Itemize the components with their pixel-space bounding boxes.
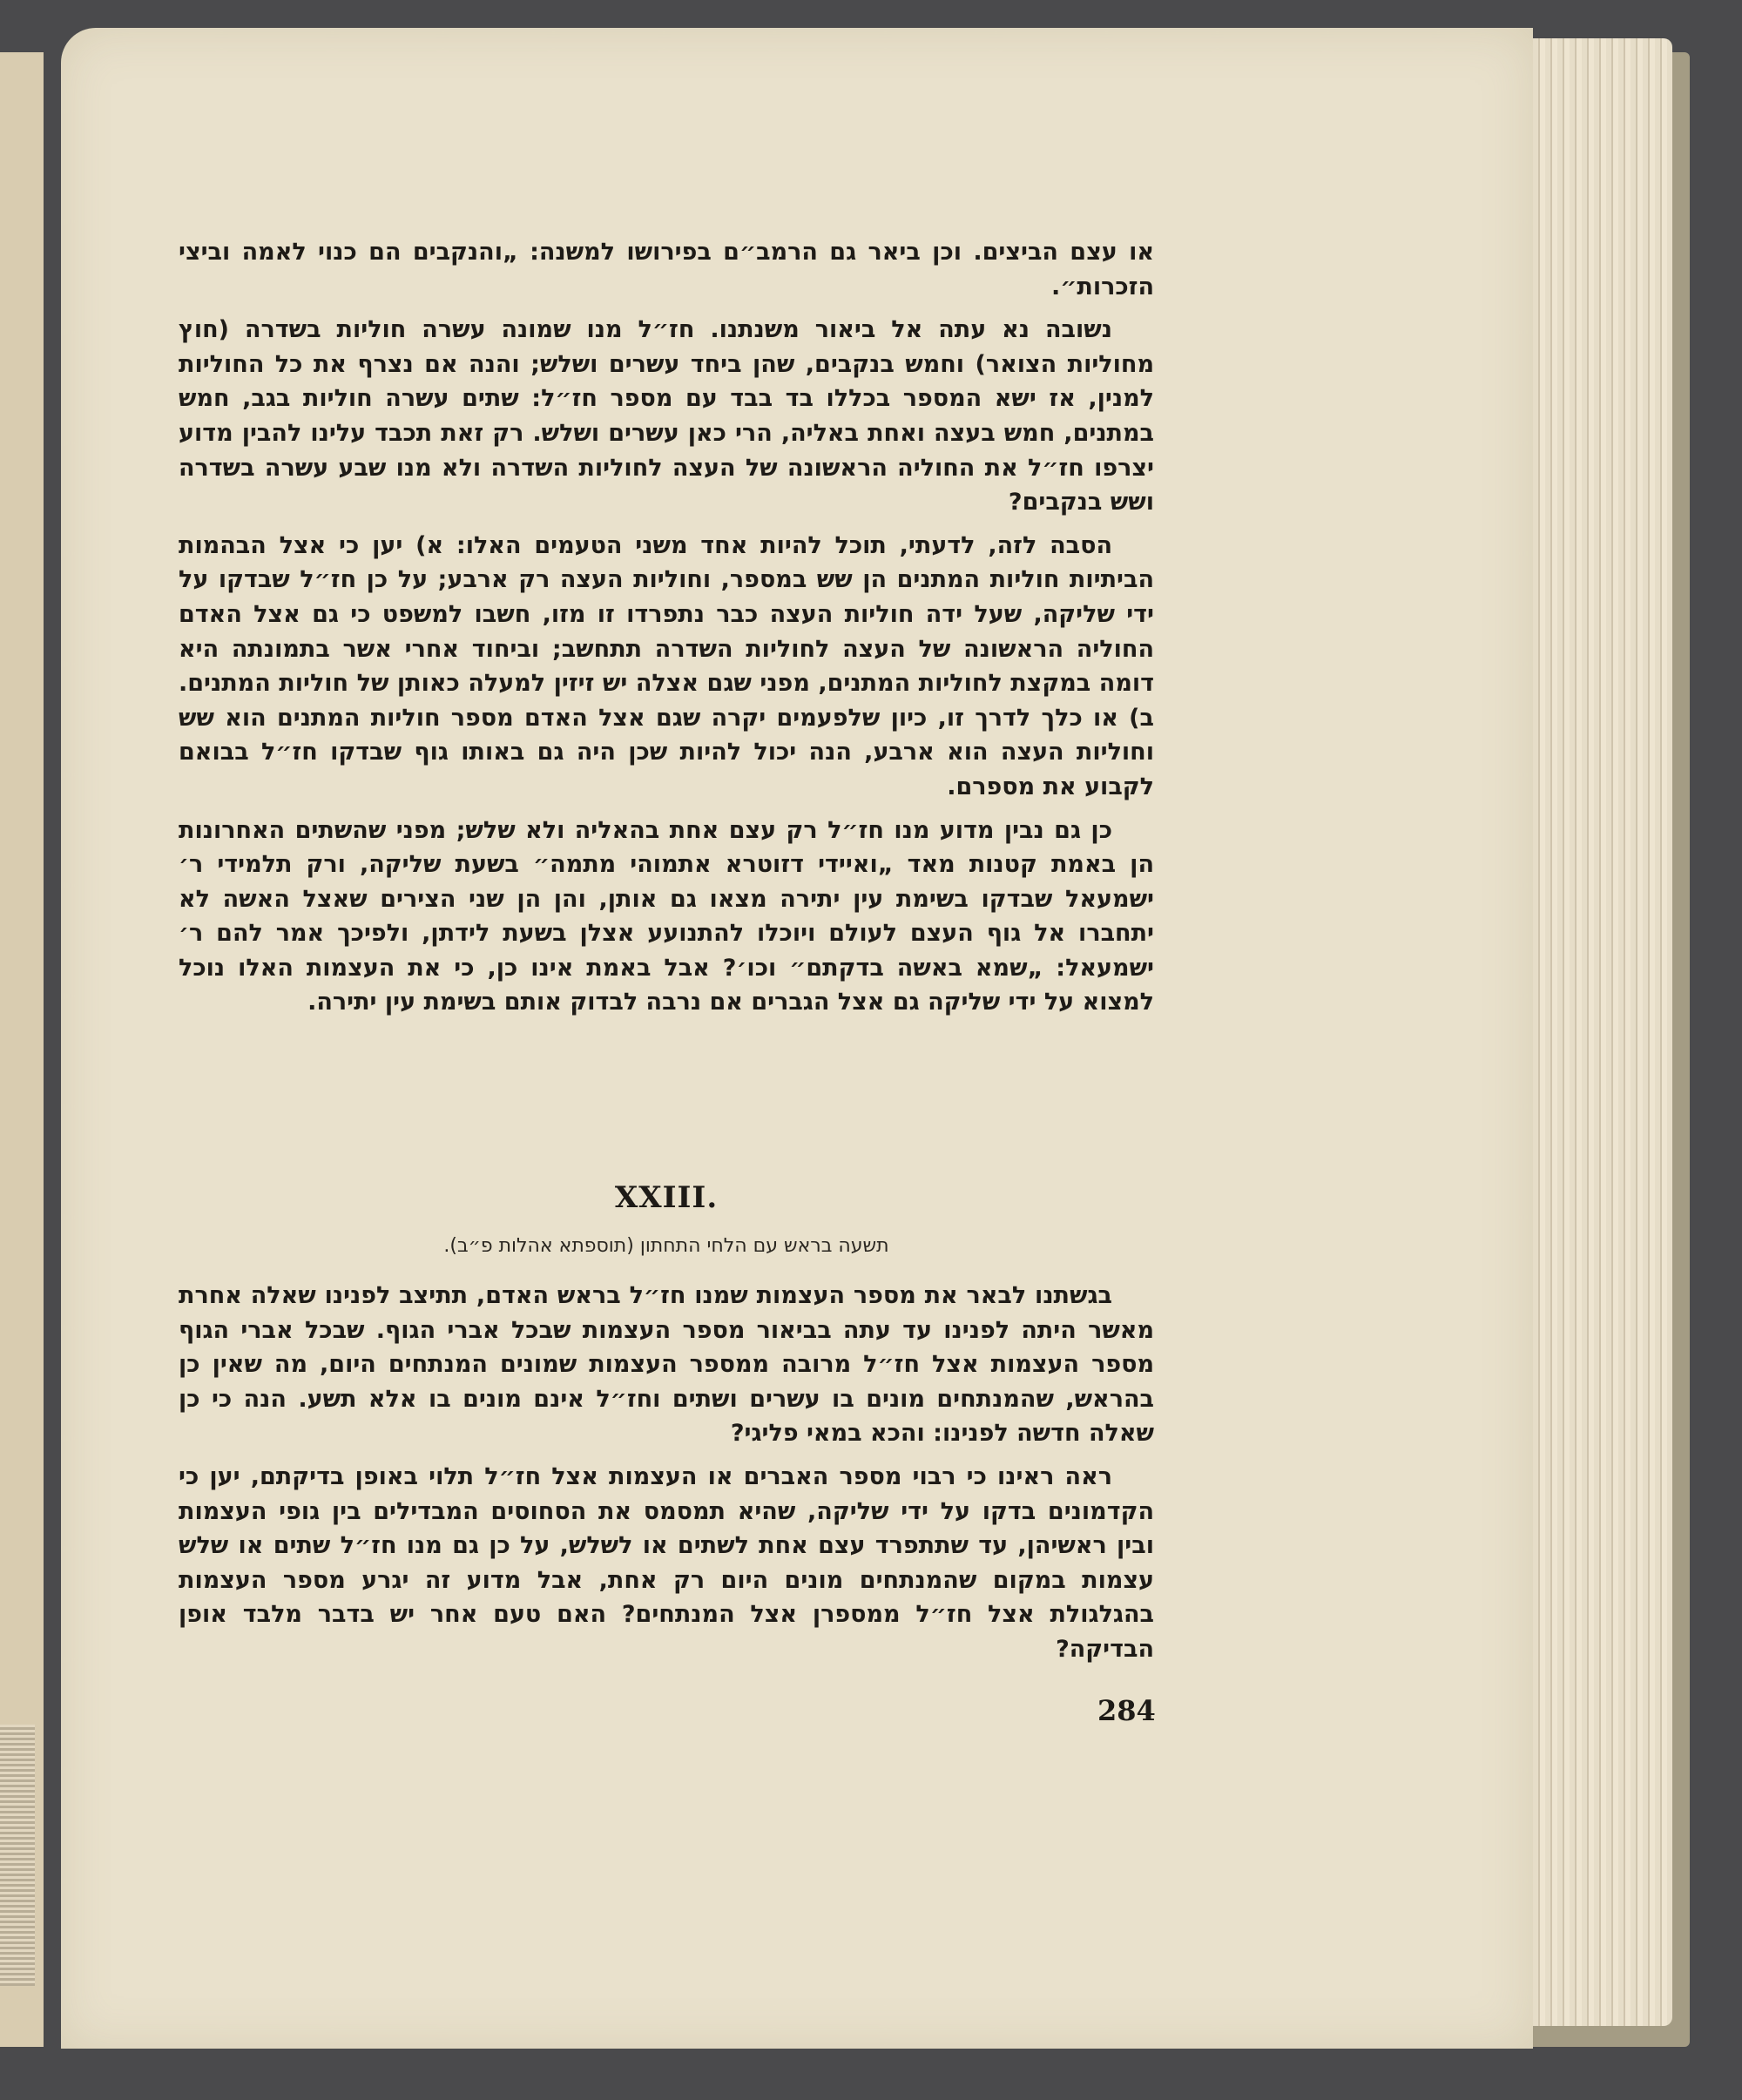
paragraph: כן גם נבין מדוע מנו חז״ל רק עצם אחת בהאליה ולא שלש; מפני שהשתים האחרונות הן באמת קטנות מאד „ואיידי דזוטרא אתמוהי מתמה״ בשעת שליקה, ורק תלמידי ר׳ ישמעאל שבדקו בשימת עין יתירה מצאו גם אותן, והן הן שני הצירים שאצל האשה לא יתחברו אל גוף העצם לעולם ויוכלו להתנועע אצלן בשעת לידתן, ולפיכך אמר להם ר׳ ישמעאל: „שמא באשה בדקתם״ וכו׳? אבל באמת אינו כן, כי את העצמות האלו נוכל למצוא על ידי שליקה גם אצל הגברים אם נרבה לבדוק אותם בשימת עין יתירה.	[179, 816, 1154, 1016]
paragraph: ראה ראינו כי רבוי מספר האברים או העצמות אצל חז״ל תלוי באופן בדיקתם, יען כי הקדמונים בדקו על ידי שליקה, שהיא תמסמס את הסחוסים המבדילים בין גופי העצמות ובין ראשיהן, עד שתתפרד עצם אחת לשתים או לשלש, על כן גם מנו חז״ל שתים או שלש עצמות במקום שהמנתחים מונים היום רק אחת, אבל מדוע זה יגרע מספר העצמות בהגלגולת אצל חז״ל ממספרן אצל המנתחים? האם טעם אחר יש בדבר מלבד אופן הבדיקה?	[179, 1462, 1154, 1663]
section-subheading: תשעה בראש עם הלחי התחתון (תוספתא אהלות פ״ב).	[443, 1235, 889, 1257]
paragraph: או עצם הביצים. וכן ביאר גם הרמב״ם בפירושו למשנה: „והנקבים הם כנוי לאמה וביצי הזכרות״.	[179, 239, 1154, 300]
paragraph: נשובה נא עתה אל ביאור משנתנו. חז״ל מנו שמונה עשרה חוליות בשדרה (חוץ מחוליות הצואר) וחמש בנקבים, שהן ביחד עשרים ושלש; והנה אם נצרף את כל החוליות למנין, אז ישא המספר בכללו בד בבד עם מספר חז״ל: שתים עשרה חוליות בגב, חמש במתנים, חמש בעצה ואחת באליה, הרי כאן עשרים ושלש. רק זאת תכבד עלינו להבין מדוע יצרפו חז״ל את החוליה הראשונה של העצה לחוליות השדרה ולא מנו שבע עשרה בשדרה ושש בנקבים?	[179, 316, 1154, 517]
left-page-stack	[0, 1725, 35, 1986]
paragraph: הסבה לזה, לדעתי, תוכל להיות אחד משני הטעמים האלו: א) יען כי אצל הבהמות הביתיות חוליות המתנים הן שש במספר, וחוליות העצה רק ארבע; על כן חז״ל שבדקו על ידי שליקה, שעל ידה חוליות העצה כבר נתפרדו זו מזו, חשבו למשפט כי גם אצל האדם החוליה הראשונה של העצה לחוליות השדרה תתחשב; וביחוד אחרי אשר בתמונתה היא דומה במקצת לחוליות המתנים, מפני שגם אצלה יש זיזין למעלה כאותן של חוליות המתנים. ב) או כלך לדרך זו, כיון שלפעמים יקרה שגם אצל האדם מספר חוליות המתנים הוא שש וחוליות העצה הוא ארבע, הנה יכול להיות שכן היה גם באותו גוף שבדקו חז״ל בבואם לקבוע את מספרם.	[179, 531, 1154, 800]
body-text-bottom	[179, 1279, 1154, 1676]
body-text-top	[179, 235, 1154, 1029]
section-heading: XXIII.	[614, 1180, 719, 1215]
paragraph: בגשתנו לבאר את מספר העצמות שמנו חז״ל בראש האדם, תתיצב לפנינו שאלה אחרת מאשר היתה לפנינו עד עתה בביאור מספר העצמות שבכל אברי הגוף. שבכל אברי הגוף מספר העצמות אצל חז״ל מרובה ממספר העצמות שמונים המנתחים היום, מה שאין כן בהראש, שהמנתחים מונים בו עשרים ושתים וחז״ל אינם מונים בו אלא תשע. הנה כי כן שאלה חדשה לפנינו: והכא במאי פליגי?	[179, 1282, 1154, 1448]
page-number: 284	[1097, 1694, 1156, 1727]
